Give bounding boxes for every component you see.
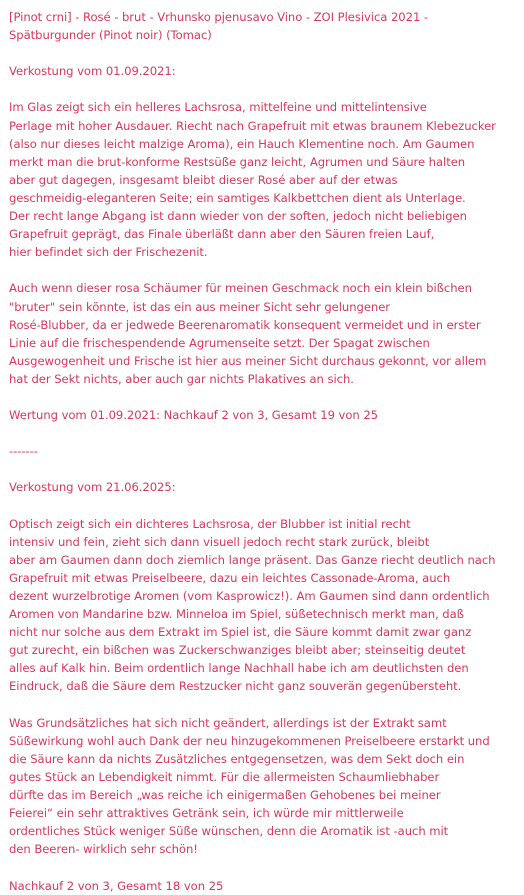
text-line: Süßewirkung wohl auch Dank der neu hinzugekommenen Preiselbeere erstarkt und [9,733,490,748]
text-line: aber gut dagegen, insgesamt bleibt dieser Rosé aber auf der etwas [9,172,398,187]
text-line: nicht nur solche aus dem Extrakt im Spiel ist, die Säure kommt damit zwar ganz [9,625,472,640]
separator [9,442,521,460]
text-line: Aromen von Mandarine bzw. Minneloa im Spiel, süßetechnisch merkt man, daß [9,607,464,622]
text-line: Nachkauf 2 von 3, Gesamt 18 von 25 [9,878,224,893]
text-line: alles auf Kalk hin. Beim ordentlich lange Nachhall habe ich am deutlichsten den [9,661,469,676]
text-line: Auch wenn dieser rosa Schäumer für meinen Geschmack noch ein klein bißchen [9,281,472,296]
text-line: Perlage mit hoher Ausdauer. Riecht nach Grapefruit mit etwas braunem Klebezucker [9,118,496,133]
wine-title [9,8,521,44]
text-line: (also nur dieses leicht malzige Aroma), ein Hauch Klementine noch. Am Gaumen [9,136,475,151]
text-line: hat der Sekt nichts, aber auch gar nichts Plakatives an sich. [9,371,354,386]
text-line: Grapefruit geprägt, das Finale überläßt dann aber den Säuren freien Lauf, [9,227,435,242]
text-line: merkt man die brut-konforme Restsüße ganz leicht, Agrumen und Säure halten [9,154,466,169]
text-line: "bruter" sein könnte, ist das ein aus meiner Sicht sehr gelungener [9,299,391,314]
text-line: intensiv und fein, zieht sich dann visuell jedoch recht stark zurück, bleibt [9,534,430,549]
text-line: Verkostung vom 01.09.2021: [9,64,176,79]
tasting-2-paragraph-1 [9,515,521,696]
text-line: die Säure kann da nichts Zusätzliches entgegensetzen, was dem Sekt doch ein [9,751,465,766]
text-line: gut zurecht, ein bißchen was Zuckerschwanziges bleibt aber; steinseitig deutet [9,643,466,658]
text-line: ordentliches Stück weniger Süße wünschen, denn die Aromatik ist -auch mit [9,824,449,839]
text-line: Eindruck, daß die Säure dem Restzucker nicht ganz souverän gegenübersteht. [9,679,462,694]
tasting-notes-document [9,8,521,895]
text-line: Optisch zeigt sich ein dichteres Lachsrosa, der Blubber ist initial recht [9,516,411,531]
text-line: Linie auf die frischespendende Agrumenseite setzt. Der Spagat zwischen [9,335,430,350]
text-line: Feierei“ ein sehr attraktives Getränk sein, ich würde mir mittlerweile [9,806,404,821]
tasting-heading-2 [9,478,521,496]
text-line: Wertung vom 01.09.2021: Nachkauf 2 von 3, Gesamt 19 von 25 [9,408,378,423]
text-line: Im Glas zeigt sich ein helleres Lachsrosa, mittelfeine und mittelintensive [9,100,427,115]
text-line: dezent wurzelbrotige Aromen (vom Kasprowicz!). Am Gaumen sind dann ordentlich [9,589,490,603]
text-line: Grapefruit mit etwas Preiselbeere, dazu ein leichtes Cassonade-Aroma, auch [9,570,451,585]
text-line: Was Grundsätzliches hat sich nicht geändert, allerdings ist der Extrakt samt [9,715,447,730]
text-line: hier befindet sich der Frischezenit. [9,245,208,260]
text-line: den Beeren- wirklich sehr schön! [9,842,198,857]
text-line: Rosé-Blubber, da er jedwede Beerenaromatik konsequent vermeidet und in erster [9,317,481,332]
tasting-2-paragraph-2 [9,714,521,859]
rating-1 [9,406,521,424]
text-line: gutes Stück an Lebendigkeit nimmt. Für die allermeisten Schaumliebhaber [9,769,440,784]
tasting-heading-1 [9,62,521,80]
text-line: [Pinot crni] - Rosé - brut - Vrhunsko pjenusavo Vino - ZOI Plesivica 2021 - [9,10,429,24]
text-line: Der recht lange Abgang ist dann wieder von der soften, jedoch nicht beliebigen [9,209,467,224]
rating-2 [9,877,521,895]
text-line: geschmeidig-eleganteren Seite; ein samtiges Kalkbettchen dient als Unterlage. [9,190,466,205]
text-line: Spätburgunder (Pinot noir) (Tomac) [9,28,212,43]
text-line: Ausgewogenheit und Frische ist hier aus meiner Sicht durchaus gekonnt, vor allem [9,353,487,368]
tasting-1-paragraph-1 [9,98,521,261]
text-line: ------- [9,444,38,459]
text-line: Verkostung vom 21.06.2025: [9,480,176,495]
text-line: dürfte das im Bereich „was reiche ich einigermaßen Gehobenes bei meiner [9,788,441,803]
tasting-1-paragraph-2 [9,279,521,388]
text-line: aber am Gaumen dann doch ziemlich lange präsent. Das Ganze riecht deutlich nach [9,552,496,567]
